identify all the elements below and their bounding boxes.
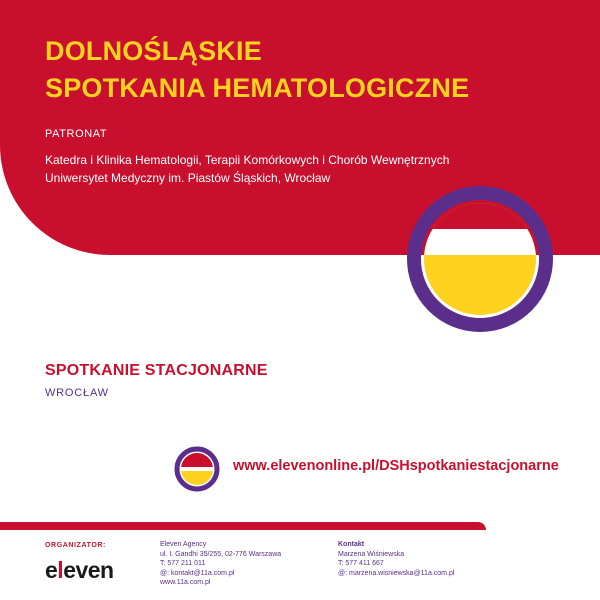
event-registration-link[interactable]: www.elevenonline.pl/DSHspotkaniestacjonarne [233, 458, 559, 474]
title-line-1: DOLNOŚLĄSKIE [45, 36, 262, 66]
title-line-2: SPOTKANIA HEMATOLOGICZNE [45, 73, 470, 103]
contact-phone: T: 577 411 667 [338, 560, 384, 567]
page-title [45, 33, 469, 107]
event-city: WROCŁAW [45, 387, 109, 399]
agency-email: @: kontakt@11a.com.pl [160, 569, 235, 577]
patronat-text [45, 151, 449, 187]
circle-emblem-icon [174, 446, 220, 492]
organizer-label: ORGANIZATOR: [45, 542, 106, 549]
agency-phone: T: 577 211 011 [160, 560, 206, 567]
circle-emblem-icon [406, 185, 554, 333]
patronat-line-1: Katedra i Klinika Hematologii, Terapii Komórkowych i Chorób Wewnętrznych [45, 153, 450, 167]
agency-website: www.11a.com.pl [160, 579, 211, 586]
agency-info [160, 540, 281, 588]
contact-name: Marzena Wiśniewska [338, 550, 405, 558]
footer-divider [0, 522, 486, 530]
patronat-heading: PATRONAT [45, 128, 108, 140]
agency-name: Eleven Agency [160, 541, 207, 548]
contact-info [338, 540, 454, 578]
agency-address: ul. I. Gandhi 35/255, 02-776 Warszawa [160, 550, 282, 558]
eleven-logo: eleven [45, 557, 114, 583]
contact-heading: Kontakt [338, 541, 365, 548]
contact-email: @: marzena.wisniewska@11a.com.pl [338, 569, 455, 577]
event-title: SPOTKANIE STACJONARNE [45, 362, 268, 379]
patronat-line-2: Uniwersytet Medyczny im. Piastów Śląskich, Wrocław [45, 171, 331, 185]
